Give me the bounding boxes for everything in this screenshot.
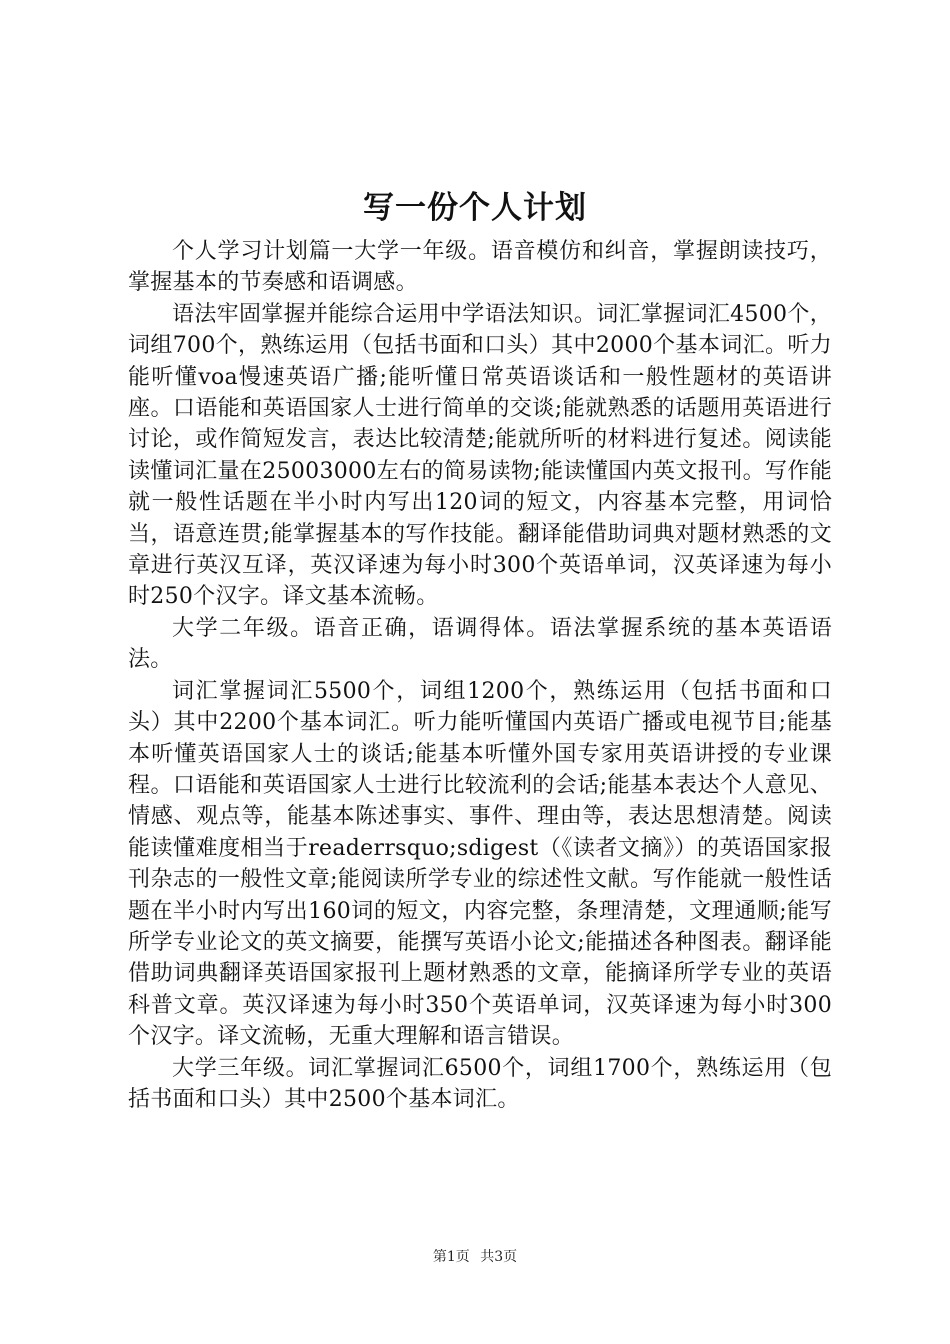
paragraph-year-two: 大学二年级。语音正确，语调得体。语法掌握系统的基本英语语法。 — [128, 615, 832, 673]
paragraph-year-three: 大学三年级。词汇掌握词汇6500个，词组1700个，熟练运用（包括书面和口头）其中2500个基本词汇。 — [128, 1055, 832, 1112]
paragraph-year-two-details: 词汇掌握词汇5500个，词组1200个，熟练运用（包括书面和口头）其中2200个基本词汇。听力能听懂国内英语广播或电视节目;能基本听懂英语国家人士的谈话;能基本听懂外国专家用英语讲授的专业课程。口语能和英语国家人士进行比较流利的会话;能基本表达个人意见、情感、观点等，能基本陈述事实、事件、理由等，表达思想清楚。阅读能读懂难度相当于readerrsquo;sdigest（《读者文摘》）的英语国家报刊杂志的一般性文章;能阅读所学专业的综述性文献。写作能就一般性话题在半小时内写出160词的短文，内容完整，条理清楚，文理通顺;能写所学专业论文的英文摘要，能撰写英语小论文;能描述各种图表。翻译能借助词典翻译英语国家报刊上题材熟悉的文章，能摘译所学专业的英语科普文章。英汉译速为每小时350个英语单词，汉英译速为每小时300个汉字。译文流畅，无重大理解和语言错误。 — [128, 678, 832, 1050]
page-footer — [0, 1247, 950, 1267]
paragraph-year-one-details: 语法牢固掌握并能综合运用中学语法知识。词汇掌握词汇4500个，词组700个，熟练运用（包括书面和口头）其中2000个基本词汇。听力能听懂voa慢速英语广播;能听懂日常英语谈话和一般性题材的英语讲座。口语能和英语国家人士进行简单的交谈;能就熟悉的话题用英语进行讨论，或作简短发言，表达比较清楚;能就所听的材料进行复述。阅读能读懂词汇量在25003000左右的简易读物;能读懂国内英文报刊。写作能就一般性话题在半小时内写出120词的短文，内容基本完整，用词恰当，语意连贯;能掌握基本的写作技能。翻译能借助词典对题材熟悉的文章进行英汉互译，英汉译速为每小时300个英语单词，汉英译速为每小时250个汉字。译文基本流畅。 — [128, 301, 832, 610]
page-number: 第1页 — [432, 1249, 470, 1265]
document-body — [128, 236, 832, 1115]
page-title: 写一份个人计划 — [363, 190, 587, 226]
paragraph-year-one: 个人学习计划篇一大学一年级。语音模仿和纠音，掌握朗读技巧，掌握基本的节奏感和语调感。 — [128, 239, 832, 296]
page-total: 共3页 — [480, 1249, 518, 1265]
